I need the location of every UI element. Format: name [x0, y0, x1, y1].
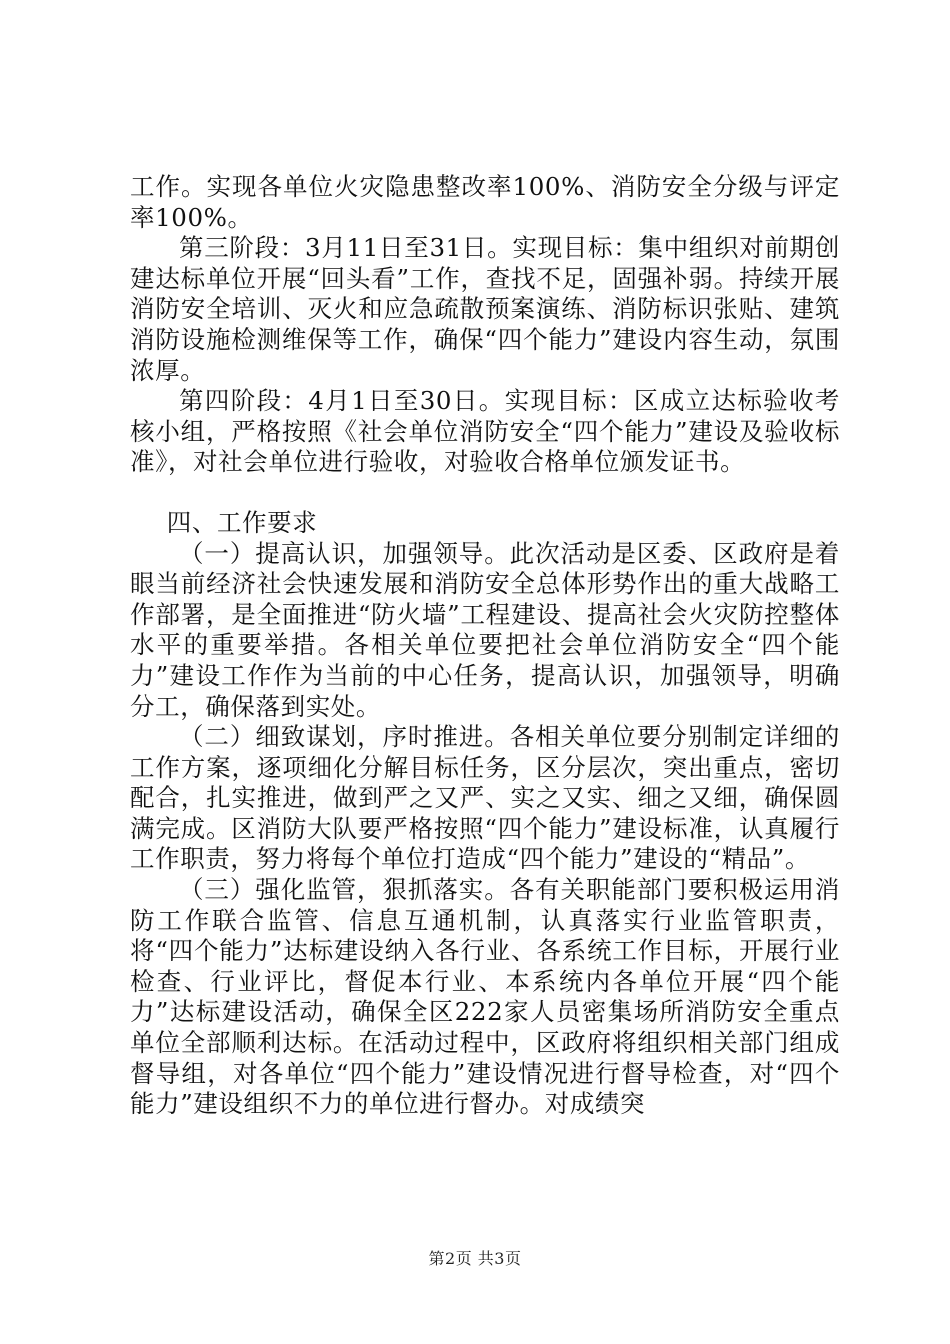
paragraph-stage-four: 第四阶段：4月1日至30日。实现目标：区成立达标验收考核小组，严格按照《社会单位消防安全“四个能力”建设及验收标准》，对社会单位进行验收，对验收合格单位颁发证书。: [130, 386, 840, 477]
paragraph-requirement-one: （一）提高认识，加强领导。此次活动是区委、区政府是着眼当前经济社会快速发展和消防安全总体形势作出的重大战略工作部署，是全面推进“防火墙”工程建设、提高社会火灾防控整体水平的重要举措。各相关单位要把社会单位消防安全“四个能力”建设工作作为当前的中心任务，提高认识，加强领导，明确分工，确保落到实处。: [130, 538, 840, 721]
paragraph-requirement-three: （三）强化监管，狠抓落实。各有关职能部门要积极运用消防工作联合监管、信息互通机制，认真落实行业监管职责，将“四个能力”达标建设纳入各行业、各系统工作目标，开展行业检查、行业评比，督促本行业、本系统内各单位开展“四个能力”达标建设活动，确保全区222家人员密集场所消防安全重点单位全部顺利达标。在活动过程中，区政府将组织相关部门组成督导组，对各单位“四个能力”建设情况进行督导检查，对“四个能力”建设组织不力的单位进行督办。对成绩突: [130, 875, 840, 1119]
document-body: [130, 172, 840, 1120]
page-footer: 第2页 共3页: [428, 1249, 522, 1268]
section-heading: 四、工作要求: [166, 507, 318, 537]
paragraph-continuation: 工作。实现各单位火灾隐患整改率100%、消防安全分级与评定率100%。: [130, 172, 840, 232]
paragraph-spacer: [130, 478, 840, 508]
paragraph-requirement-two: （二）细致谋划，序时推进。各相关单位要分别制定详细的工作方案，逐项细化分解目标任务，区分层次，突出重点，密切配合，扎实推进，做到严之又严、实之又实、细之又细，确保圆满完成。区消防大队要严格按照“四个能力”建设标准，认真履行工作职责，努力将每个单位打造成“四个能力”建设的“精品”。: [130, 722, 840, 874]
paragraph-stage-three: 第三阶段：3月11日至31日。实现目标：集中组织对前期创建达标单位开展“回头看”工作，查找不足，固强补弱。持续开展消防安全培训、灭火和应急疏散预案演练、消防标识张贴、建筑消防设施检测维保等工作，确保“四个能力”建设内容生动，氛围浓厚。: [130, 233, 840, 385]
